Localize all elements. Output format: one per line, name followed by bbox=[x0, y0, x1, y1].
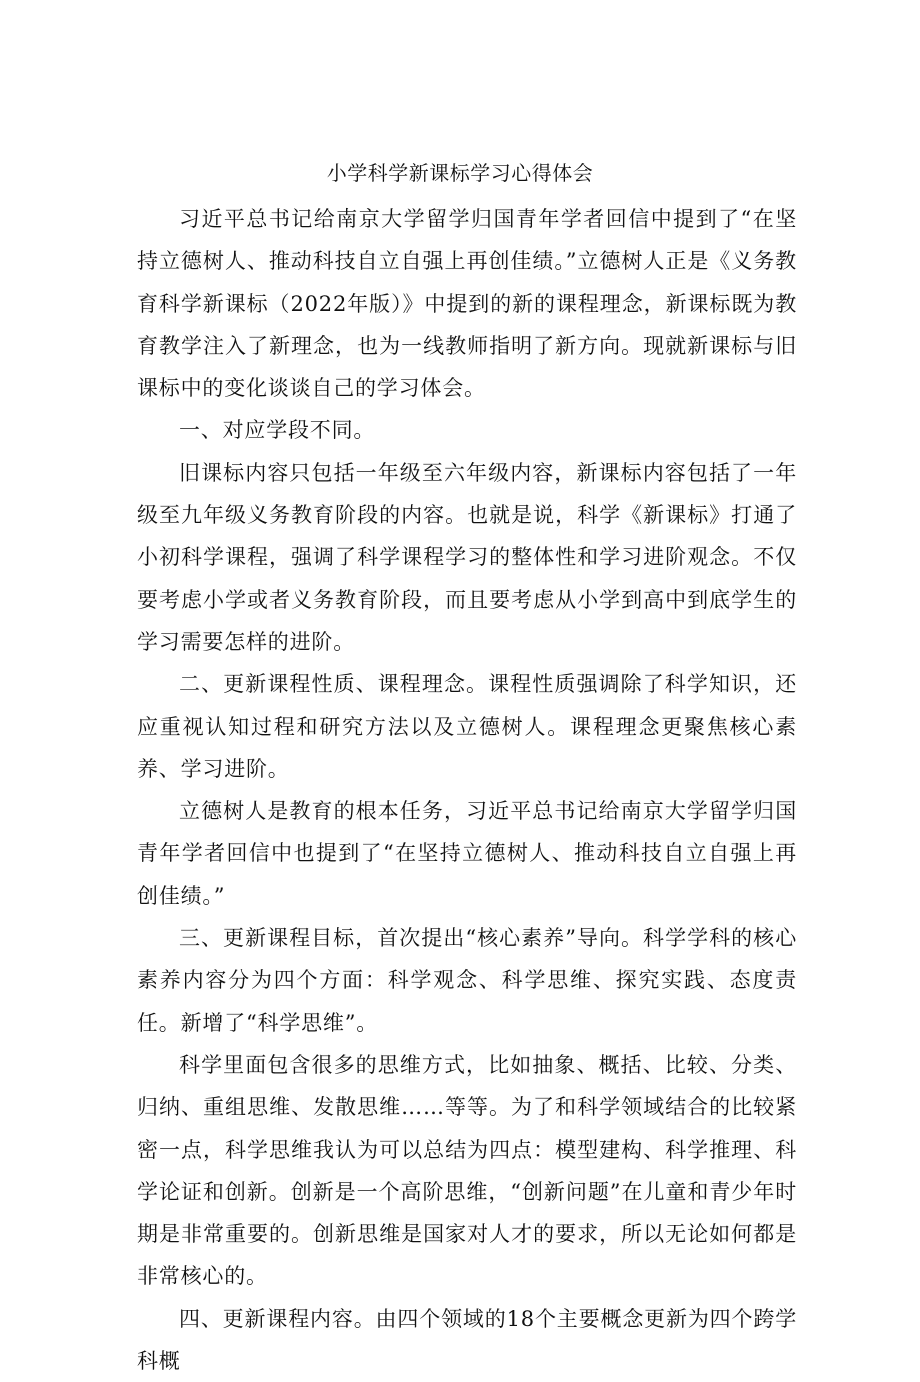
paragraph-heading-1: 一、对应学段不同。 bbox=[179, 418, 376, 443]
document-title: 小学科学新课标学习心得体会 bbox=[326, 161, 594, 185]
paragraph-heading-4: 四、更新课程内容。由四个领域的18个主要概念更新为四个跨学科概 bbox=[137, 1306, 797, 1374]
paragraph-heading-3: 三、更新课程目标，首次提出“核心素养”导向。科学学科的核心素养内容分为四个方面：科学观念、科学思维、探究实践、态度责任。新增了“科学思维”。 bbox=[137, 926, 797, 1035]
paragraph-stage-difference: 旧课标内容只包括一年级至六年级内容，新课标内容包括了一年级至九年级义务教育阶段的内容。也就是说，科学《新课标》打通了小初科学课程，强调了科学课程学习的整体性和学习进阶观念。不仅要考虑小学或者义务教育阶段，而且要考虑从小学到高中到底学生的学习需要怎样的进阶。 bbox=[137, 460, 797, 654]
paragraph-heading-2: 二、更新课程性质、课程理念。课程性质强调除了科学知识，还应重视认知过程和研究方法以及立德树人。课程理念更聚焦核心素养、学习进阶。 bbox=[137, 672, 797, 781]
paragraph-scientific-thinking: 科学里面包含很多的思维方式，比如抽象、概括、比较、分类、归纳、重组思维、发散思维……等等。为了和科学领域结合的比较紧密一点，科学思维我认为可以总结为四点：模型建构、科学推理、科学论证和创新。创新是一个高阶思维，“创新问题”在儿童和青少年时期是非常重要的。创新思维是国家对人才的要求，所以无论如何都是非常核心的。 bbox=[137, 1052, 797, 1289]
paragraph-intro: 习近平总书记给南京大学留学归国青年学者回信中提到了“在坚持立德树人、推动科技自立自强上再创佳绩。”立德树人正是《义务教育科学新课标（2022年版）》中提到的新的课程理念，新课标既为教育教学注入了新理念，也为一线教师指明了新方向。现就新课标与旧课标中的变化谈谈自己的学习体会。 bbox=[137, 207, 797, 401]
document-body bbox=[137, 198, 797, 1382]
paragraph-moral-education: 立德树人是教育的根本任务，习近平总书记给南京大学留学归国青年学者回信中也提到了“在坚持立德树人、推动科技自立自强上再创佳绩。” bbox=[137, 799, 797, 908]
